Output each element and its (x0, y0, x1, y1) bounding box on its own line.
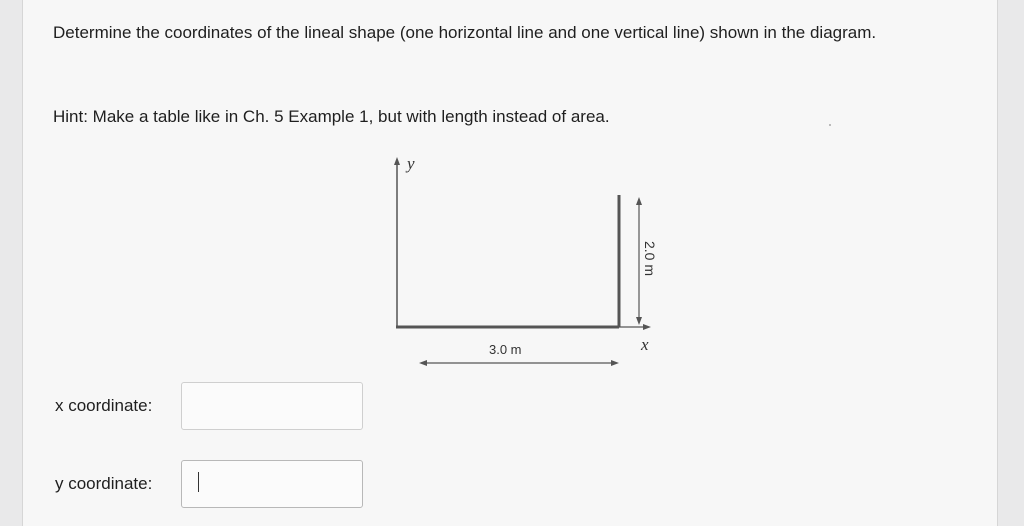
lineal-shape-diagram (383, 145, 683, 380)
x-coordinate-row (55, 382, 363, 430)
stray-dot (829, 124, 831, 126)
question-panel (22, 0, 998, 526)
horizontal-dimension-arrow-left (419, 360, 427, 366)
vertical-dimension-arrow-top (636, 197, 642, 205)
y-axis-arrowhead (394, 157, 400, 165)
horizontal-dimension-label: 3.0 m (489, 342, 522, 357)
y-coordinate-row (55, 460, 363, 508)
x-coordinate-label: x coordinate: (55, 396, 153, 415)
x-axis-arrowhead (643, 324, 651, 330)
question-text: Determine the coordinates of the lineal shape (one horizontal line and one vertical line) shown in the diagram. (53, 23, 877, 42)
y-axis-label: y (407, 154, 415, 173)
y-coordinate-input[interactable] (181, 460, 363, 508)
horizontal-dimension-arrow-right (611, 360, 619, 366)
hint-text: Hint: Make a table like in Ch. 5 Example 1, but with length instead of area. (53, 107, 610, 126)
x-axis-label: x (641, 335, 649, 354)
x-coordinate-input[interactable] (181, 382, 363, 430)
y-coordinate-label: y coordinate: (55, 474, 153, 493)
vertical-dimension-label: 2.0 m (642, 241, 658, 277)
vertical-dimension-arrow-bottom (636, 317, 642, 325)
text-caret (198, 472, 199, 492)
